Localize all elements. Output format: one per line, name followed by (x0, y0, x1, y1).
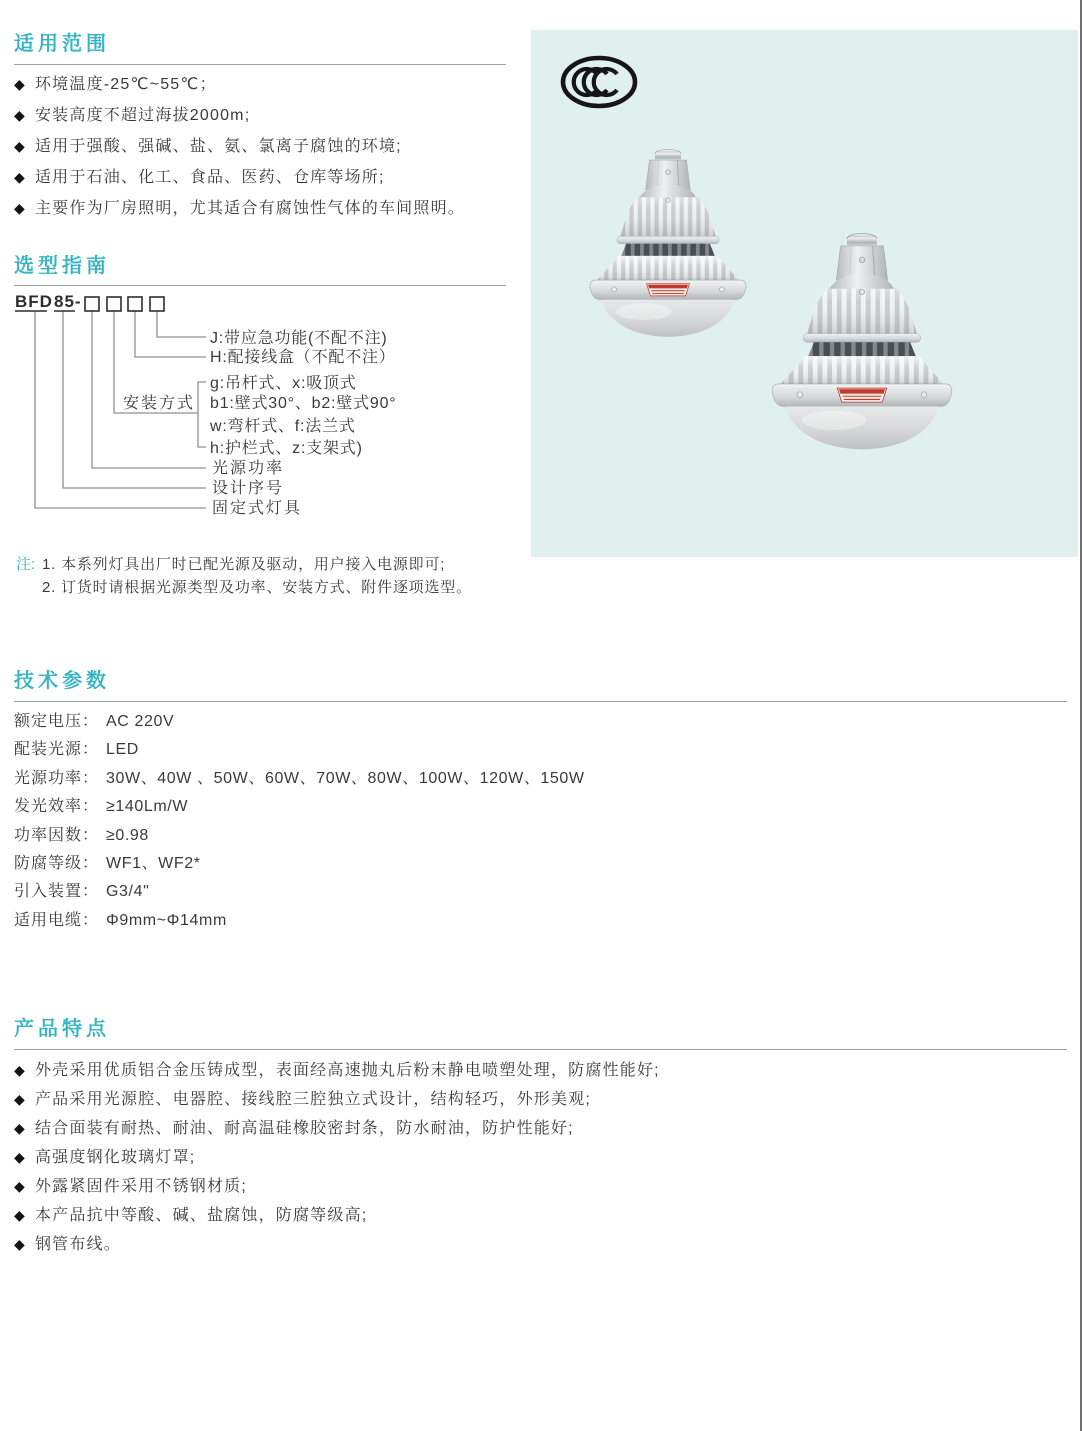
diamond-bullet-icon: ◆ (14, 1207, 26, 1223)
feature-item-text: 结合面装有耐热、耐油、耐高温硅橡胶密封条，防水耐油，防护性能好; (34, 1120, 574, 1137)
list-item (14, 106, 506, 125)
section-rule (14, 64, 506, 65)
features-list (14, 1061, 1067, 1254)
connector-power (92, 311, 206, 468)
section-title-selection: 选型指南 (14, 255, 110, 277)
param-value: ≥0.98 (106, 826, 149, 844)
mount-option: g:吊杆式、x:吸顶式 (210, 375, 357, 392)
model-box (107, 297, 121, 311)
list-item (14, 1148, 1067, 1167)
selection-notes (16, 553, 496, 599)
section-title-features: 产品特点 (14, 1018, 110, 1040)
list-item (14, 1206, 1067, 1225)
diamond-bullet-icon: ◆ (14, 1062, 26, 1078)
param-label: 引入装置： (14, 883, 100, 901)
model-prefix: BFD (15, 292, 53, 311)
param-row (14, 740, 734, 768)
diamond-bullet-icon: ◆ (14, 200, 26, 216)
param-value: LED (106, 741, 139, 759)
scope-item-text: 安装高度不超过海拔2000m; (34, 107, 251, 124)
param-row (14, 826, 734, 854)
model-box (150, 297, 164, 311)
param-value: ≥140Lm/W (106, 798, 189, 816)
scope-list (14, 75, 506, 218)
param-label: 发光效率： (14, 798, 100, 816)
list-item (14, 1061, 1067, 1080)
param-value: 30W、40W 、50W、60W、70W、80W、100W、120W、150W (106, 769, 585, 787)
param-row (14, 712, 734, 740)
list-item (14, 199, 506, 218)
product-image-panel (531, 30, 1078, 557)
diamond-bullet-icon: ◆ (14, 1120, 26, 1136)
section-tech-params (14, 664, 1067, 702)
feature-item-text: 本产品抗中等酸、碱、盐腐蚀，防腐等级高; (34, 1207, 368, 1224)
scope-item-text: 主要作为厂房照明，尤其适合有腐蚀性气体的车间照明。 (34, 200, 465, 217)
section-product-features (14, 1012, 1067, 1264)
diamond-bullet-icon: ◆ (14, 76, 26, 92)
list-item (14, 75, 506, 94)
list-item (14, 1119, 1067, 1138)
section-application-scope (14, 27, 506, 230)
model-code-diagram (14, 288, 514, 528)
product-illustration (531, 30, 1078, 557)
param-label: 光源功率： (14, 769, 100, 787)
feature-item-text: 外露紧固件采用不锈钢材质; (34, 1178, 248, 1195)
param-label: 适用电缆： (14, 911, 100, 929)
feature-item-text: 高强度钢化玻璃灯罩; (34, 1149, 196, 1166)
diamond-bullet-icon: ◆ (14, 107, 26, 123)
list-item (14, 1235, 1067, 1254)
param-row (14, 911, 734, 939)
mount-option: w:弯杆式、f:法兰式 (210, 418, 356, 435)
scope-item-text: 适用于强酸、强碱、盐、氨、氯离子腐蚀的环境; (34, 138, 402, 155)
callout-junction: H:配接线盒（不配不注） (210, 349, 396, 366)
section-title-tech: 技术参数 (14, 670, 110, 692)
model-box (128, 297, 142, 311)
feature-item-text: 产品采用光源腔、电器腔、接线腔三腔独立式设计，结构轻巧，外形美观; (34, 1091, 592, 1108)
mount-bracket (198, 382, 206, 447)
mount-option: b1:壁式30°、b2:壁式90° (210, 395, 397, 412)
section-selection-guide (14, 249, 514, 517)
param-row (14, 882, 734, 910)
section-title-scope: 适用范围 (14, 33, 110, 55)
callout-emergency: J:带应急功能(不配不注) (210, 330, 388, 347)
param-value: WF1、WF2* (106, 854, 201, 872)
notes-label: 注: (16, 556, 36, 573)
feature-item-text: 钢管布线。 (34, 1236, 121, 1253)
param-label: 配装光源： (14, 741, 100, 759)
param-row (14, 769, 734, 797)
mount-option: h:护栏式、z:支架式) (210, 440, 363, 457)
ccc-mark-icon (563, 58, 635, 106)
param-label: 额定电压： (14, 713, 100, 730)
diamond-bullet-icon: ◆ (14, 138, 26, 154)
callout-power: 光源功率 (212, 460, 285, 477)
list-item (14, 168, 506, 187)
model-series: 85- (54, 292, 82, 311)
lamp-image-right (772, 234, 952, 450)
diamond-bullet-icon: ◆ (14, 1149, 26, 1165)
callout-design: 设计序号 (212, 480, 285, 497)
section-rule (14, 1049, 1067, 1050)
list-item (14, 1177, 1067, 1196)
param-label: 功率因数： (14, 826, 100, 844)
connector-emergency (157, 311, 206, 337)
diamond-bullet-icon: ◆ (14, 169, 26, 185)
diamond-bullet-icon: ◆ (14, 1178, 26, 1194)
diamond-bullet-icon: ◆ (14, 1236, 26, 1252)
param-value: AC 220V (106, 713, 175, 730)
note-line: 1. 本系列灯具出厂时已配光源及驱动，用户接入电源即可; (42, 556, 446, 573)
note-line: 2. 订货时请根据光源类型及功率、安装方式、附件逐项选型。 (42, 579, 472, 596)
list-item (14, 137, 506, 156)
mount-label: 安装方式 (123, 395, 196, 412)
tech-param-rows (14, 712, 734, 939)
diamond-bullet-icon: ◆ (14, 1091, 26, 1107)
connector-junction (135, 311, 206, 357)
scope-item-text: 环境温度-25℃~55℃； (34, 76, 217, 93)
scope-item-text: 适用于石油、化工、食品、医药、仓库等场所; (34, 169, 385, 186)
param-row (14, 797, 734, 825)
list-item (14, 1090, 1067, 1109)
feature-item-text: 外壳采用优质铝合金压铸成型，表面经高速抛丸后粉末静电喷塑处理，防腐性能好; (34, 1062, 660, 1079)
param-row (14, 854, 734, 882)
lamp-image-left (590, 149, 746, 336)
section-rule (14, 701, 1067, 702)
param-label: 防腐等级： (14, 854, 100, 872)
model-box (85, 297, 99, 311)
param-value: G3/4" (106, 883, 150, 901)
section-rule (14, 285, 506, 286)
callout-fixture: 固定式灯具 (212, 500, 303, 517)
param-value: Φ9mm~Φ14mm (106, 911, 227, 929)
